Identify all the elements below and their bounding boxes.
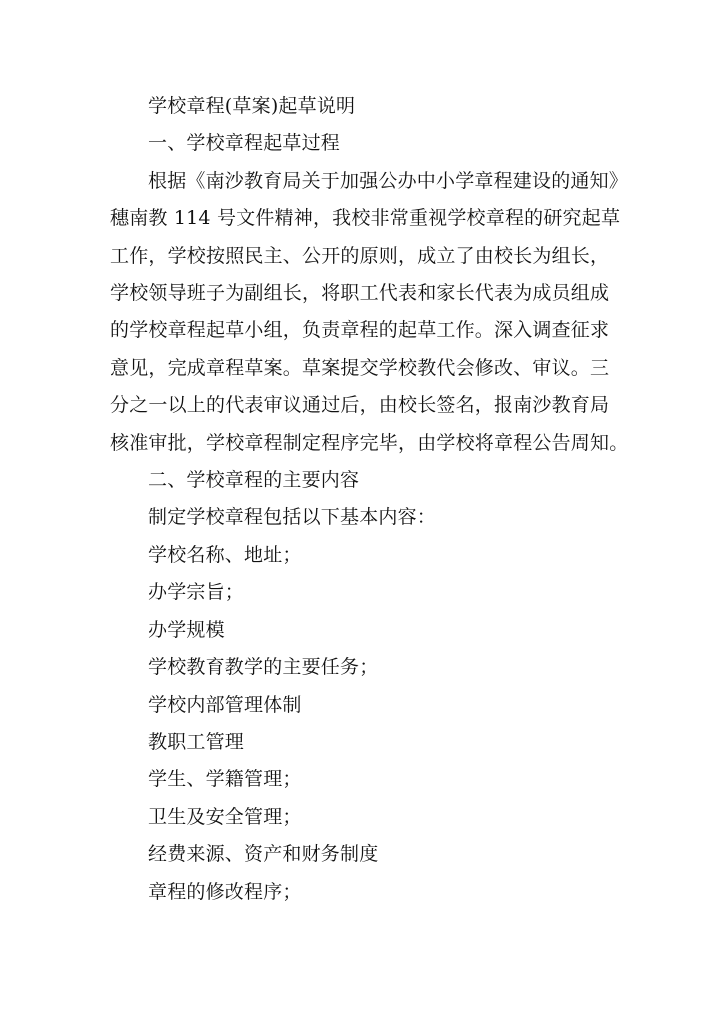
list-item: 学校名称、地址； bbox=[148, 543, 302, 566]
paragraph-line: 根据《南沙教育局关于加强公办中小学章程建设的通知》 bbox=[148, 169, 629, 192]
list-item: 教职工管理 bbox=[148, 730, 245, 753]
list-item: 学生、学籍管理； bbox=[148, 768, 302, 791]
paragraph-line: 意见，完成章程草案。草案提交学校教代会修改、审议。三 bbox=[110, 356, 610, 379]
document-title: 学校章程(草案)起草说明 bbox=[148, 95, 356, 117]
section-heading-process: 一、学校章程起草过程 bbox=[148, 132, 341, 155]
list-item: 章程的修改程序； bbox=[148, 880, 302, 903]
list-item: 学校教育教学的主要任务； bbox=[148, 656, 379, 679]
section-heading-content: 二、学校章程的主要内容 bbox=[148, 469, 360, 492]
list-item: 学校内部管理体制 bbox=[148, 693, 302, 716]
content-intro: 制定学校章程包括以下基本内容： bbox=[148, 506, 437, 529]
paragraph-line: 的学校章程起草小组，负责章程的起草工作。深入调查征求 bbox=[110, 319, 610, 342]
document-body bbox=[110, 88, 629, 911]
paragraph-line: 核准审批，学校章程制定程序完毕，由学校将章程公告周知。 bbox=[110, 431, 629, 454]
list-item: 办学宗旨； bbox=[148, 581, 245, 604]
paragraph-line: 学校领导班子为副组长，将职工代表和家长代表为成员组成 bbox=[110, 282, 610, 305]
paragraph-line: 工作，学校按照民主、公开的原则，成立了由校长为组长， bbox=[110, 244, 610, 267]
list-item: 办学规模 bbox=[148, 618, 225, 641]
process-paragraph bbox=[110, 163, 629, 462]
paragraph-line: 穗南教 114 号文件精神，我校非常重视学校章程的研究起草 bbox=[110, 207, 621, 230]
list-item: 经费来源、资产和财务制度 bbox=[148, 843, 379, 866]
list-item: 卫生及安全管理； bbox=[148, 805, 302, 828]
paragraph-line: 分之一以上的代表审议通过后，由校长签名，报南沙教育局 bbox=[110, 394, 610, 417]
